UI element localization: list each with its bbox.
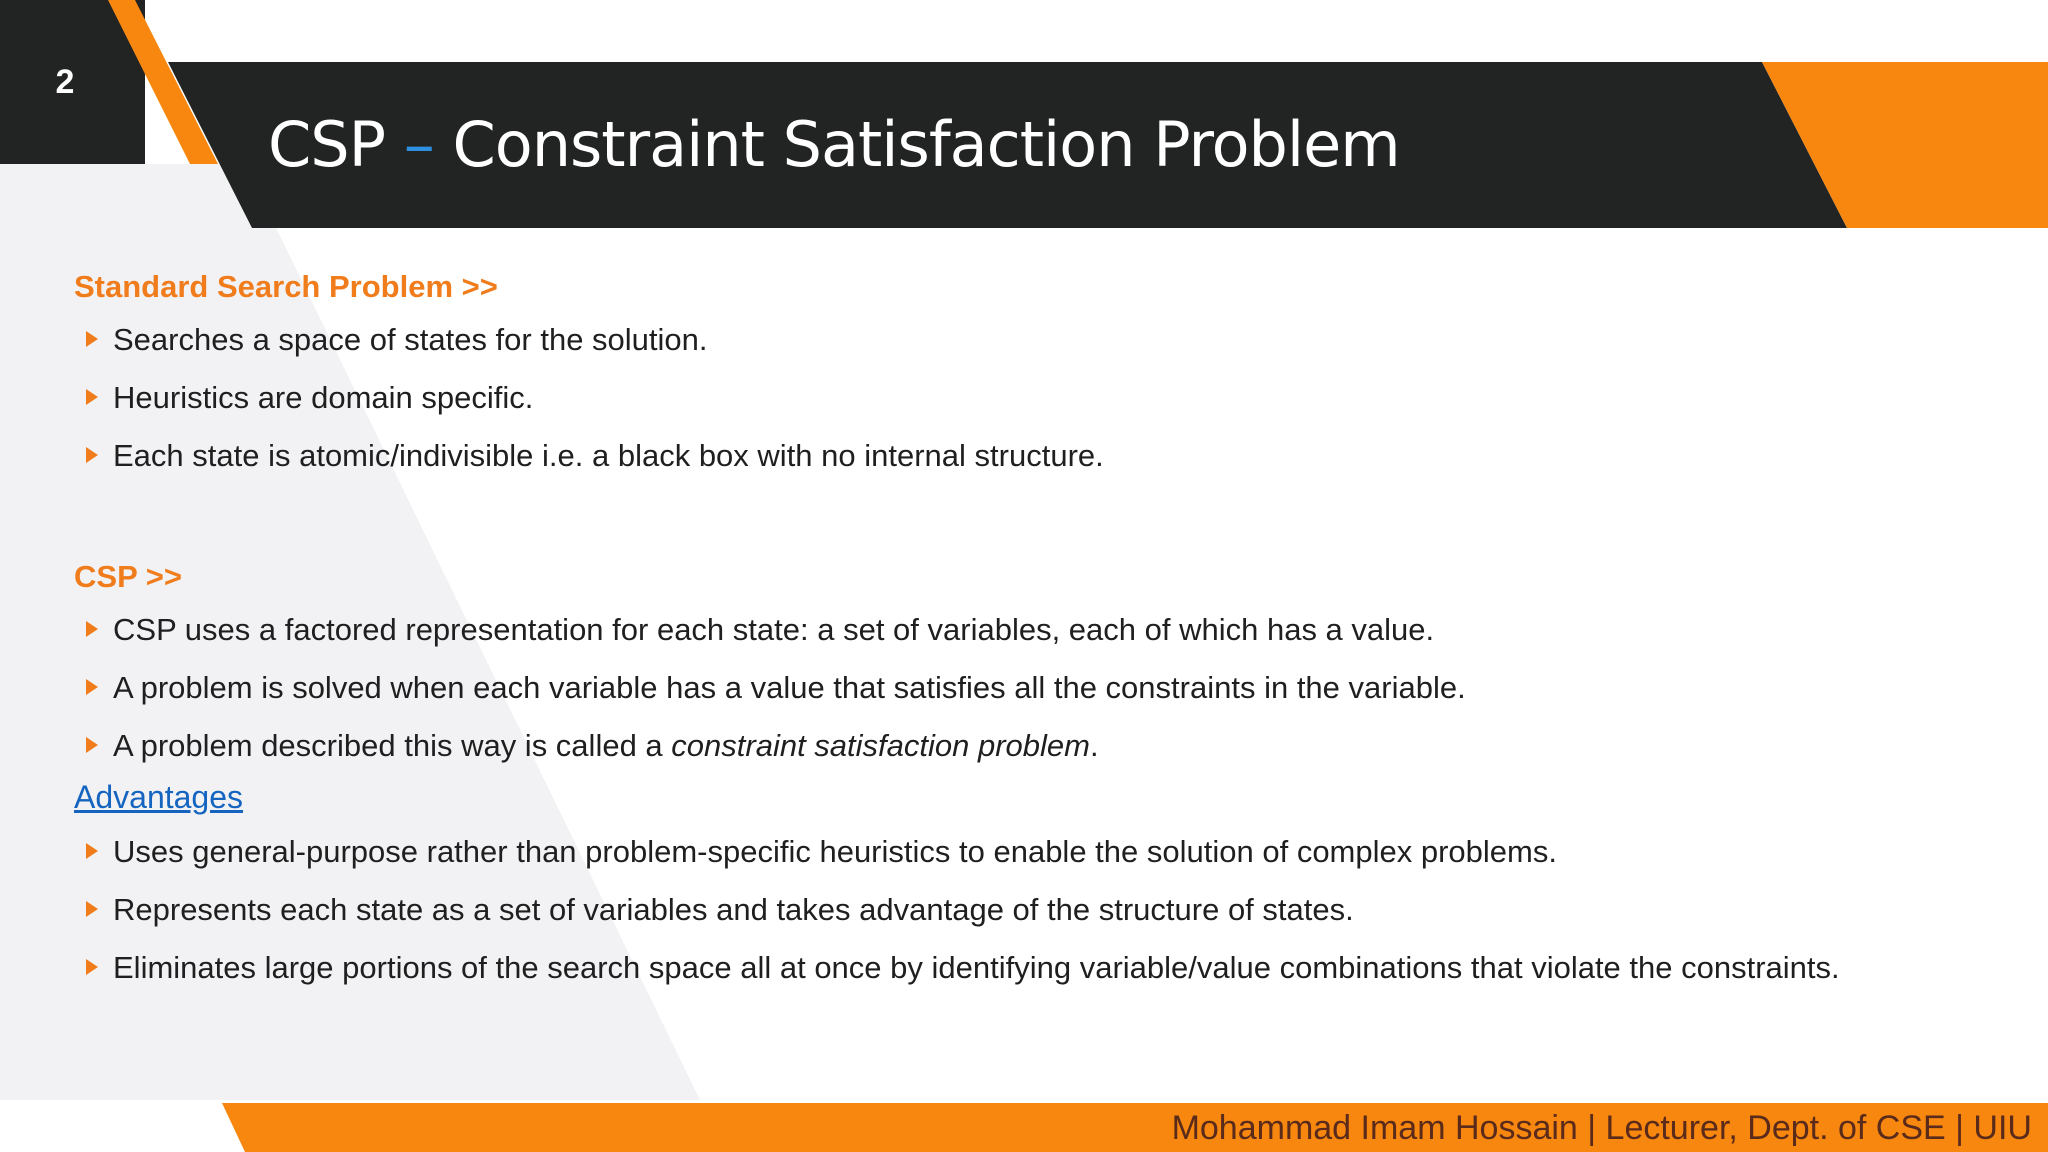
bullet-arrow-icon bbox=[86, 331, 98, 347]
slide-title bbox=[268, 105, 1400, 185]
standard-search-list bbox=[74, 320, 1994, 476]
list-item: A problem described this way is called a constraint satisfaction problem. bbox=[74, 726, 1994, 766]
bullet-arrow-icon bbox=[86, 447, 98, 463]
bullet-arrow-icon bbox=[86, 679, 98, 695]
bullet-arrow-icon bbox=[86, 737, 98, 753]
advantages-list bbox=[74, 832, 1994, 988]
title-full-name: Constraint Satisfaction Problem bbox=[452, 108, 1400, 181]
list-item: Uses general-purpose rather than problem-specific heuristics to enable the solution of complex problems. bbox=[74, 832, 1994, 872]
advantages-link[interactable]: Advantages bbox=[74, 779, 244, 815]
slide-number: 2 bbox=[55, 63, 75, 101]
bullet-arrow-icon bbox=[86, 843, 98, 859]
bullet-arrow-icon bbox=[86, 621, 98, 637]
list-item: Represents each state as a set of variables and takes advantage of the structure of states. bbox=[74, 890, 1994, 930]
list-item: Eliminates large portions of the search space all at once by identifying variable/value combinations that violate the constraints. bbox=[74, 948, 1923, 988]
bullet-arrow-icon bbox=[86, 901, 98, 917]
csp-term-emphasis: constraint satisfaction problem bbox=[671, 728, 1090, 763]
footer-author-credit: Mohammad Imam Hossain | Lecturer, Dept. of CSE | UIU bbox=[1171, 1109, 2032, 1147]
list-item: CSP uses a factored representation for each state: a set of variables, each of which has a value. bbox=[74, 610, 1994, 650]
slide-content bbox=[74, 262, 1994, 1006]
list-item: A problem is solved when each variable has a value that satisfies all the constraints in the variable. bbox=[74, 668, 1994, 708]
csp-heading: CSP >> bbox=[74, 559, 183, 594]
section-spacer bbox=[74, 494, 1994, 552]
list-item: Heuristics are domain specific. bbox=[74, 378, 1994, 418]
bullet-arrow-icon bbox=[86, 959, 98, 975]
standard-search-heading: Standard Search Problem >> bbox=[74, 269, 498, 304]
title-acronym: CSP bbox=[268, 108, 386, 181]
title-dash: – bbox=[403, 108, 434, 181]
list-item: Each state is atomic/indivisible i.e. a black box with no internal structure. bbox=[74, 436, 1994, 476]
csp-list bbox=[74, 610, 1994, 766]
bullet-arrow-icon bbox=[86, 389, 98, 405]
list-item: Searches a space of states for the solution. bbox=[74, 320, 1994, 360]
